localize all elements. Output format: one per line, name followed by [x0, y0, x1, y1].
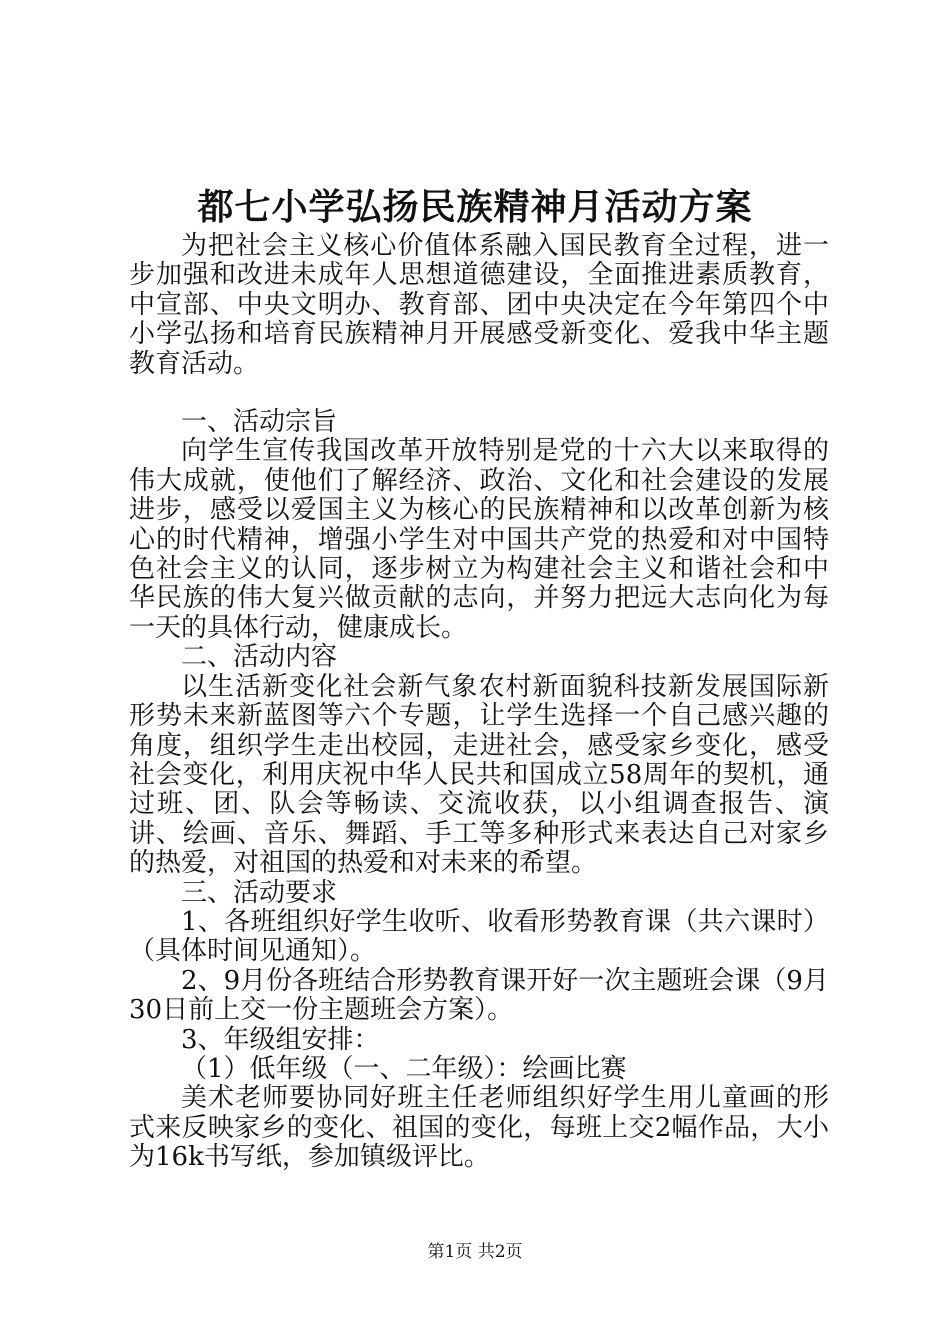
requirement-1: 1、各班组织好学生收听、收看形势教育课（共六课时）（具体时间见通知）。 [129, 906, 829, 967]
requirement-3: 3、年级组安排： [181, 1024, 380, 1055]
document-body [129, 232, 829, 1173]
intro-paragraph: 为把社会主义核心价值体系融入国民教育全过程，进一步加强和改进未成年人思想道德建设，全面推进素质教育，中宣部、中央文明办、教育部、团中央决定在今年第四个中小学弘扬和培育民族精神月开展感受新变化、爱我中华主题教育活动。 [129, 231, 829, 379]
page-footer: 第1页 共2页 [427, 1242, 523, 1262]
section2-paragraph: 以生活新变化社会新气象农村新面貌科技新发展国际新形势未来新蓝图等六个专题，让学生选择一个自己感兴趣的角度，组织学生走出校园，走进社会，感受家乡变化，感受社会变化，利用庆祝中华人民共和国成立58周年的契机，通过班、团、队会等畅读、交流收获，以小组调查报告、演讲、绘画、音乐、舞蹈、手工等多种形式来表达自己对家乡的热爱，对祖国的热爱和对未来的希望。 [129, 671, 829, 879]
section2-heading: 二、活动内容 [181, 642, 338, 673]
requirement-2: 2、9月份各班结合形势教育课开好一次主题班会课（9月30日前上交一份主题班会方案）。 [129, 965, 829, 1026]
requirement-3-sub1: （1）低年级（一、二年级）：绘画比赛 [181, 1053, 627, 1084]
document-title: 都七小学弘扬民族精神月活动方案 [197, 186, 753, 228]
requirement-3-sub1-paragraph: 美术老师要协同好班主任老师组织好学生用儿童画的形式来反映家乡的变化、祖国的变化，每班上交2幅作品，大小为16k书写纸，参加镇级评比。 [129, 1083, 829, 1173]
section1-heading: 一、活动宗旨 [181, 407, 338, 438]
paragraph-spacer [129, 379, 829, 408]
section1-paragraph: 向学生宣传我国改革开放特别是党的十六大以来取得的伟大成就，使他们了解经济、政治、文化和社会建设的发展进步，感受以爱国主义为核心的民族精神和以改革创新为核心的时代精神，增强小学生对中国共产党的热爱和对中国特色社会主义的认同，逐步树立为构建社会主义和谐社会和中华民族的伟大复兴做贡献的志向，并努力把远大志向化为每一天的具体行动，健康成长。 [129, 436, 829, 643]
section3-heading: 三、活动要求 [181, 877, 338, 908]
